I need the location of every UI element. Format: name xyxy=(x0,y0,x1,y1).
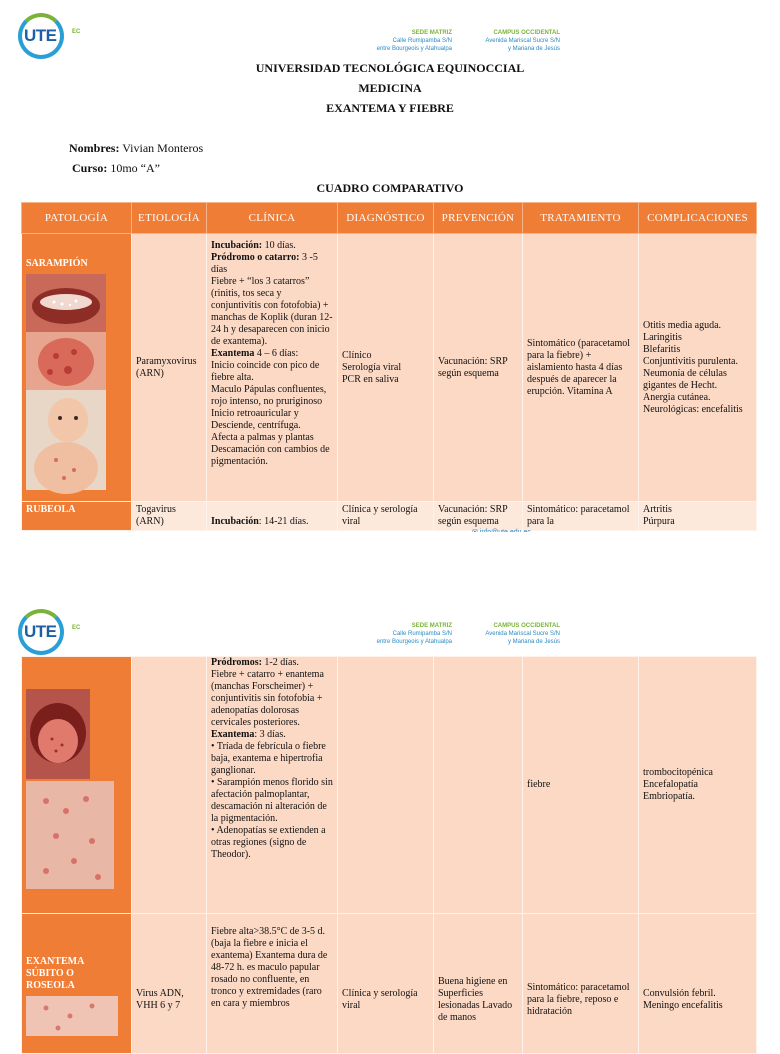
col-diagnostico: DIAGNÓSTICO xyxy=(338,203,434,234)
roseola-diagnostico: Clínica y serología viral xyxy=(338,914,434,1054)
student-name: Nombres: Vivian Monteros xyxy=(69,141,204,155)
document-page-2 xyxy=(0,600,768,1024)
table-header-row xyxy=(22,203,757,234)
rubeola-mouth-photo xyxy=(26,689,90,779)
rubeola-name: RUBEOLA xyxy=(22,502,132,531)
rubeola-etiologia-cont xyxy=(132,657,207,914)
roseola-complicaciones: Convulsión febril. Meningo encefalitis xyxy=(639,914,757,1054)
col-complicaciones: COMPLICACIONES xyxy=(639,203,757,234)
rubeola-tratamiento-cont: fiebre xyxy=(523,657,639,914)
sarampion-cell xyxy=(22,234,132,502)
roseola-name: EXANTEMA SÚBITO O ROSEOLA xyxy=(26,956,84,991)
roseola-clinica: Fiebre alta>38.5°C de 3-5 d. (baja la fiebre e inicia el exantema) Exantema dura de 48-72 h. es maculo papular rosado no confluente, en tronco y extremidades (raro en cara y miembros xyxy=(207,914,338,1054)
sarampion-complicaciones: Otitis media aguda. Laringitis Blefaritis Conjuntivitis purulenta. Neumonía de células gigantes de Hecht. Anergia cutánea. Neurológicas: encefalitis xyxy=(639,234,757,502)
page-gap xyxy=(0,532,768,600)
sarampion-diagnostico: Clínico Serología viral PCR en saliva xyxy=(338,234,434,502)
document-page-1 xyxy=(0,0,768,532)
roseola-tratamiento: Sintomático: paracetamol para la fiebre, reposo e hidratación xyxy=(523,914,639,1054)
topic-title: EXANTEMA Y FIEBRE xyxy=(326,101,454,115)
rubeola-clinica: Incubación: 14-21 días. xyxy=(207,502,338,531)
university-title: UNIVERSIDAD TECNOLÓGICA EQUINOCCIAL xyxy=(255,61,525,75)
comparison-table xyxy=(21,202,757,531)
rubeola-clinica-cont: Pródromos: 1-2 días. Fiebre + catarro + enantema (manchas Forscheimer) + conjuntivitis sin fotofobia + adenopatías dolorosas cervicales posteriores. Exantema: 3 días. • Tríada de febrícula o fiebre baja, exantema e hipertrofia ganglionar. • Sarampión menos florido sin afectación palmoplantar, descamación ni alteración de la pigmentación. • Adenopatías se extienden a otras regiones (signo de Theodor). xyxy=(207,657,338,914)
col-patologia: PATOLOGÍA xyxy=(22,203,132,234)
comparison-table-continued xyxy=(21,656,757,1054)
table-row xyxy=(22,234,757,502)
roseola-prevencion: Buena higiene en Superficies lesionadas Lavado de manos xyxy=(434,914,523,1054)
roseola-cell xyxy=(22,914,132,1054)
sarampion-tratamiento: Sintomático (paracetamol para la fiebre) + aislamiento hasta 4 días después de aparecer la erupción. Vitamina A xyxy=(523,234,639,502)
sarampion-name: SARAMPIÓN xyxy=(26,258,88,269)
rubeola-tratamiento: Sintomático: paracetamol para la xyxy=(523,502,639,531)
rubeola-complicaciones: Artritis Púrpura xyxy=(639,502,757,531)
rubeola-skin-photo xyxy=(26,781,114,889)
sede-address: SEDE MATRIZ Calle Rumipamba S/N entre Bourgeois y Atahualpa xyxy=(376,30,452,52)
col-etiologia: ETIOLOGÍA xyxy=(132,203,207,234)
rubeola-complicaciones-cont: trombocitopénica Encefalopatía Embriopatía. xyxy=(639,657,757,914)
ute-logo: UTE EC xyxy=(18,13,74,69)
student-course: Curso: 10mo “A” xyxy=(72,161,160,175)
sarampion-child-photo xyxy=(26,390,106,490)
col-tratamiento: TRATAMIENTO xyxy=(523,203,639,234)
faculty-title: MEDICINA xyxy=(358,81,422,95)
sarampion-face-photo xyxy=(26,332,106,390)
rubeola-diagnostico: Clínica y serología viral xyxy=(338,502,434,531)
sarampion-mouth-photo xyxy=(26,274,106,332)
col-prevencion: PREVENCIÓN xyxy=(434,203,523,234)
sarampion-etiologia: Paramyxovirus (ARN) xyxy=(132,234,207,502)
campus-address: CAMPUS OCCIDENTAL Avenida Mariscal Sucre S/N y Mariana de Jesús xyxy=(485,623,560,645)
ute-logo: UTE EC xyxy=(18,609,74,665)
table-row xyxy=(22,657,757,914)
table-row xyxy=(22,914,757,1054)
rubeola-etiologia: Togavirus (ARN) xyxy=(132,502,207,531)
roseola-photo xyxy=(26,996,118,1036)
sarampion-clinica: Incubación: 10 días. Pródromo o catarro: 3 -5 días Fiebre + “los 3 catarros” (rinitis, tos seca y conjuntivitis con fotofobia) + manchas de Koplik (duran 12-24 h y desaparecen con inicio de exantema). Exantema 4 – 6 días: Inicio coincide con pico de fiebre alta. Maculo Pápulas confluentes, rojo intenso, no pruriginoso Inicio retroauricular y Desciende, centrífuga. Afecta a palmas y plantas Descamación con cambios de pigmentación. xyxy=(207,234,338,502)
rubeola-prevencion: Vacunación: SRP según esquema xyxy=(434,502,523,531)
campus-address: CAMPUS OCCIDENTAL Avenida Mariscal Sucre S/N y Mariana de Jesús xyxy=(485,30,560,52)
sede-address: SEDE MATRIZ Calle Rumipamba S/N entre Bourgeois y Atahualpa xyxy=(376,623,452,645)
rubeola-prevencion-cont xyxy=(434,657,523,914)
table-title: CUADRO COMPARATIVO xyxy=(316,181,464,195)
rubeola-diagnostico-cont xyxy=(338,657,434,914)
rubeola-photos-cell xyxy=(22,657,132,914)
col-clinica: CLÍNICA xyxy=(207,203,338,234)
sarampion-prevencion: Vacunación: SRP según esquema xyxy=(434,234,523,502)
table-row xyxy=(22,502,757,531)
roseola-etiologia: Virus ADN, VHH 6 y 7 xyxy=(132,914,207,1054)
